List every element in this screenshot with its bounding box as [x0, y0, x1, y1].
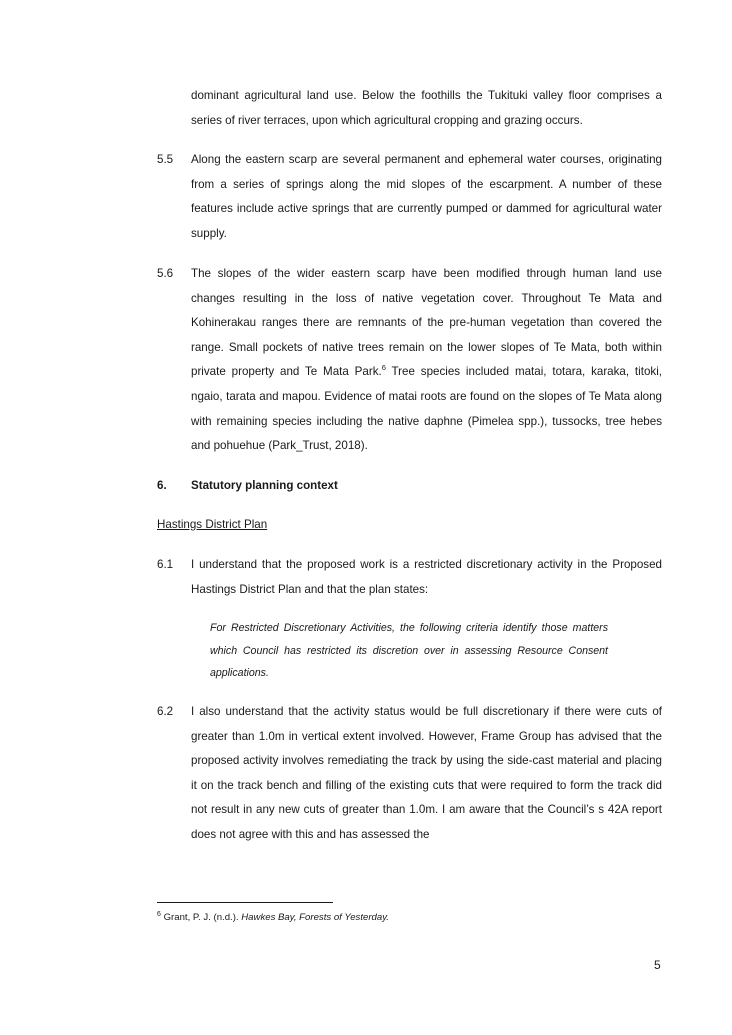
paragraph-5-6	[191, 262, 662, 459]
footnote-separator	[157, 902, 333, 903]
subheading-hastings-district-plan: Hastings District Plan	[157, 518, 268, 531]
paragraph-number-6-2: 6.2	[157, 705, 174, 718]
paragraph-6-1: I understand that the proposed work is a restricted discretionary activity in the Proposed Hastings District Plan and that the plan states:	[191, 558, 662, 596]
paragraph-number-5-6: 5.6	[157, 267, 174, 280]
section-title: Statutory planning context	[191, 479, 338, 492]
block-quote: For Restricted Discretionary Activities, the following criteria identify those matters which Council has restricted its discretion over in assessing Resource Consent applications.	[210, 622, 608, 680]
page-number: 5	[654, 958, 661, 972]
footnote-reference[interactable]: 6	[381, 363, 386, 373]
paragraph-number-5-5: 5.5	[157, 153, 174, 166]
paragraph-5-6-text-before: The slopes of the wider eastern scarp have been modified through human land use changes resulting in the loss of native vegetation cover. Throughout Te Mata and Kohinerakau ranges there are remnants of the pre-human vegetation than covered the range. Small pockets of native trees remain on the lower slopes of Te Mata, both within private property and Te Mata Park.	[191, 267, 662, 379]
paragraph-continuation: dominant agricultural land use. Below the foothills the Tukituki valley floor comprises a series of river terraces, upon which agricultural cropping and grazing occurs.	[191, 89, 662, 127]
footnote	[157, 911, 389, 925]
footnote-text: Grant, P. J. (n.d.).	[160, 912, 242, 923]
paragraph-5-5: Along the eastern scarp are several permanent and ephemeral water courses, originating from a series of springs along the mid slopes of the escarpment. A number of these features include active springs that are currently pumped or dammed for agricultural water supply.	[191, 153, 662, 240]
paragraph-number-6-1: 6.1	[157, 558, 174, 571]
section-number: 6.	[157, 479, 167, 492]
footnote-title: Hawkes Bay, Forests of Yesterday.	[241, 912, 389, 923]
paragraph-5-6-text-after: Tree species included matai, totara, karaka, titoki, ngaio, tarata and mapou. Evidence of matai roots are found on the slopes of Te Mata along with remaining species including the native daphne (Pimelea spp.), tussocks, tree hebes and pohuehue (Park_Trust, 2018).	[191, 365, 662, 453]
paragraph-6-2: I also understand that the activity status would be full discretionary if there were cuts of greater than 1.0m in vertical extent involved. However, Frame Group has advised that the proposed activity involves remediating the track by using the side-cast material and placing it on the track bench and filling of the existing cuts that were required to form the track did not result in any new cuts of greater than 1.0m. I am aware that the Council’s s 42A report does not agree with this and has assessed the	[191, 705, 662, 841]
footnote-mark: 6	[157, 910, 161, 918]
